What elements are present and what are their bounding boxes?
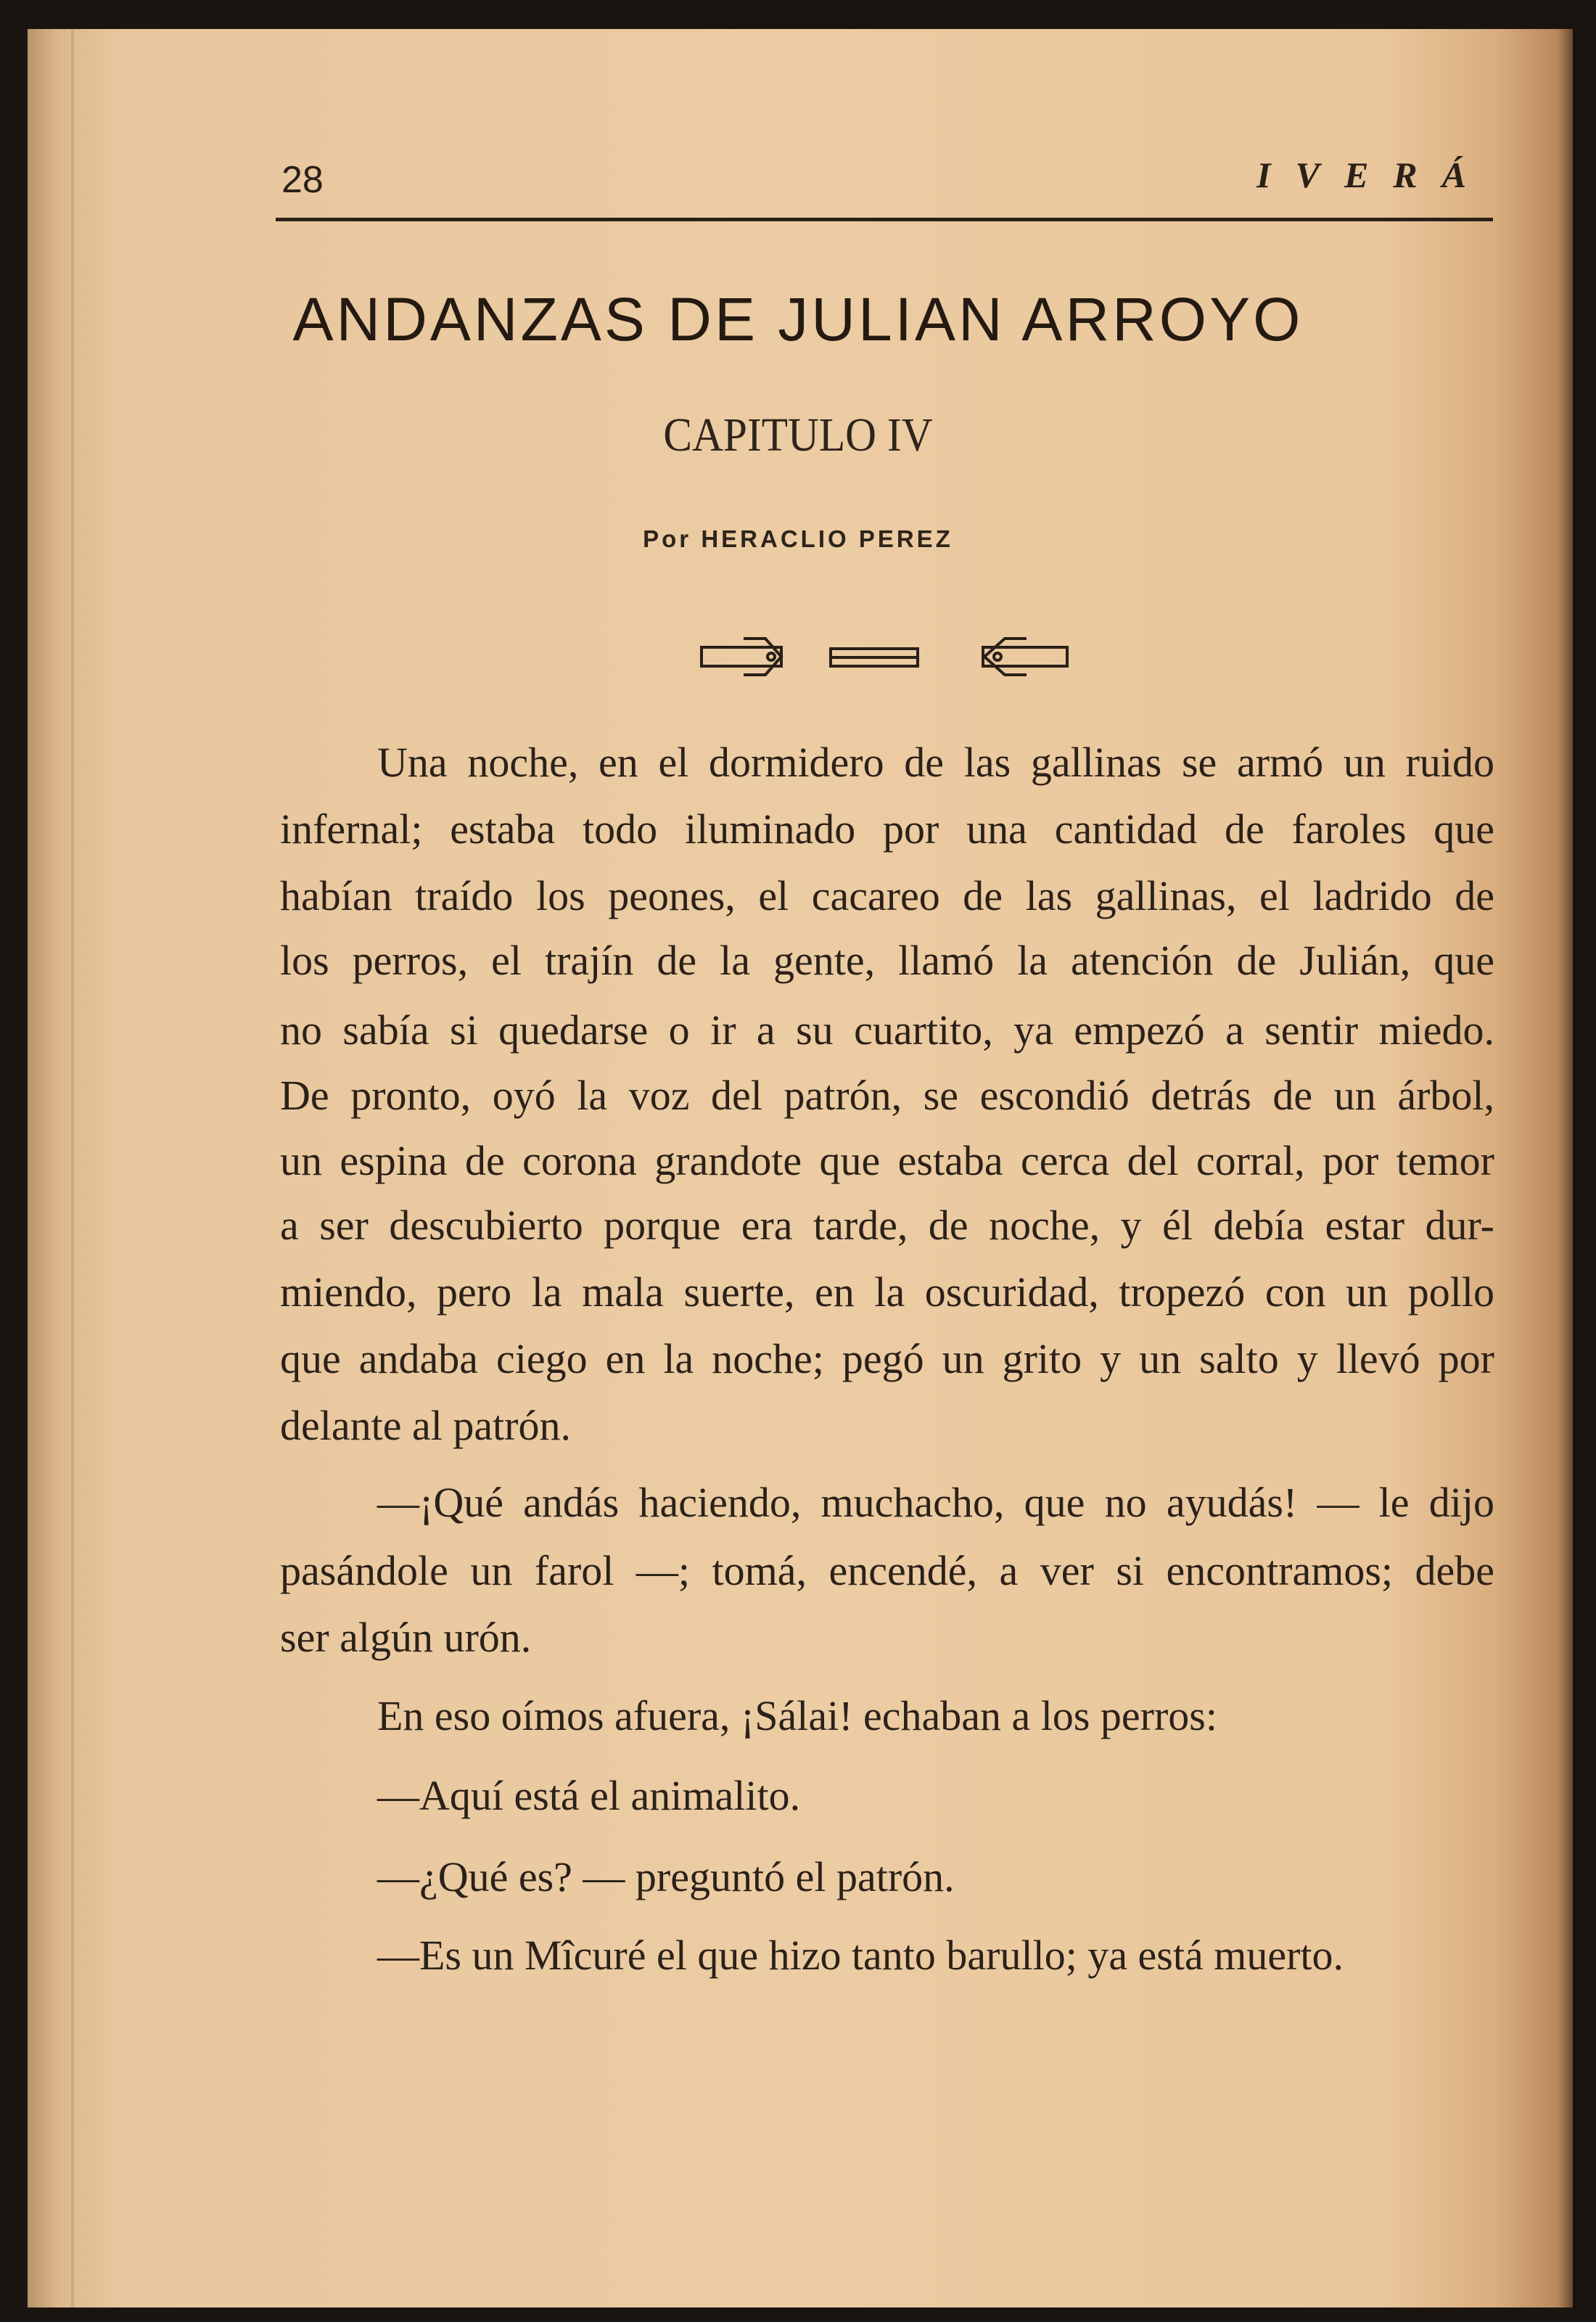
text-line: que andaba ciego en la noche; pegó un grito y un salto y llevó por: [280, 1335, 1494, 1382]
text-line: los perros, el trajín de la gente, llamó la atención de Julián, que: [280, 937, 1494, 984]
text-line: infernal; estaba todo iluminado por una cantidad de faroles que: [280, 805, 1494, 853]
text-line: miendo, pero la mala suerte, en la oscuridad, tropezó con un pollo: [280, 1268, 1494, 1316]
page-number: 28: [281, 159, 324, 201]
text-line: no sabía si quedarse o ir a su cuartito, ya empezó a sentir miedo.: [280, 1006, 1494, 1054]
chapter-heading: CAPITULO IV: [663, 409, 933, 461]
text-line: —¿Qué es? — preguntó el patrón.: [377, 1853, 955, 1900]
text-line: De pronto, oyó la voz del patrón, se escondió detrás de un árbol,: [280, 1072, 1494, 1119]
header-rule: [276, 218, 1493, 221]
text-line: Una noche, en el dormidero de las gallinas se armó un ruido: [377, 739, 1494, 786]
text-line: delante al patrón.: [280, 1402, 571, 1449]
text-line: En eso oímos afuera, ¡Sálai! echaban a los perros:: [377, 1692, 1217, 1739]
magazine-name: IVERÁ: [1256, 155, 1491, 195]
text-line: ser algún urón.: [280, 1614, 532, 1661]
ornament-divider-icon: [700, 631, 1070, 682]
article-title: ANDANZAS DE JULIAN ARROYO: [292, 285, 1304, 353]
text-line: habían traído los peones, el cacareo de las gallinas, el ladrido de: [280, 872, 1494, 919]
text-line: un espina de corona grandote que estaba cerca del corral, por temor: [280, 1137, 1494, 1184]
text-line: pasándole un farol —; tomá, encendé, a ver si encontramos; debe: [280, 1547, 1494, 1594]
text-line: —¡Qué andás haciendo, muchacho, que no ayudás! — le dijo: [377, 1479, 1494, 1526]
text-line: —Es un Mîcuré el que hizo tanto barullo; ya está muerto.: [377, 1932, 1344, 1979]
byline: Por HERACLIO PEREZ: [643, 525, 953, 552]
text-line: —Aquí está el animalito.: [377, 1772, 801, 1819]
text-line: a ser descubierto porque era tarde, de noche, y él debía estar dur-: [280, 1202, 1494, 1249]
